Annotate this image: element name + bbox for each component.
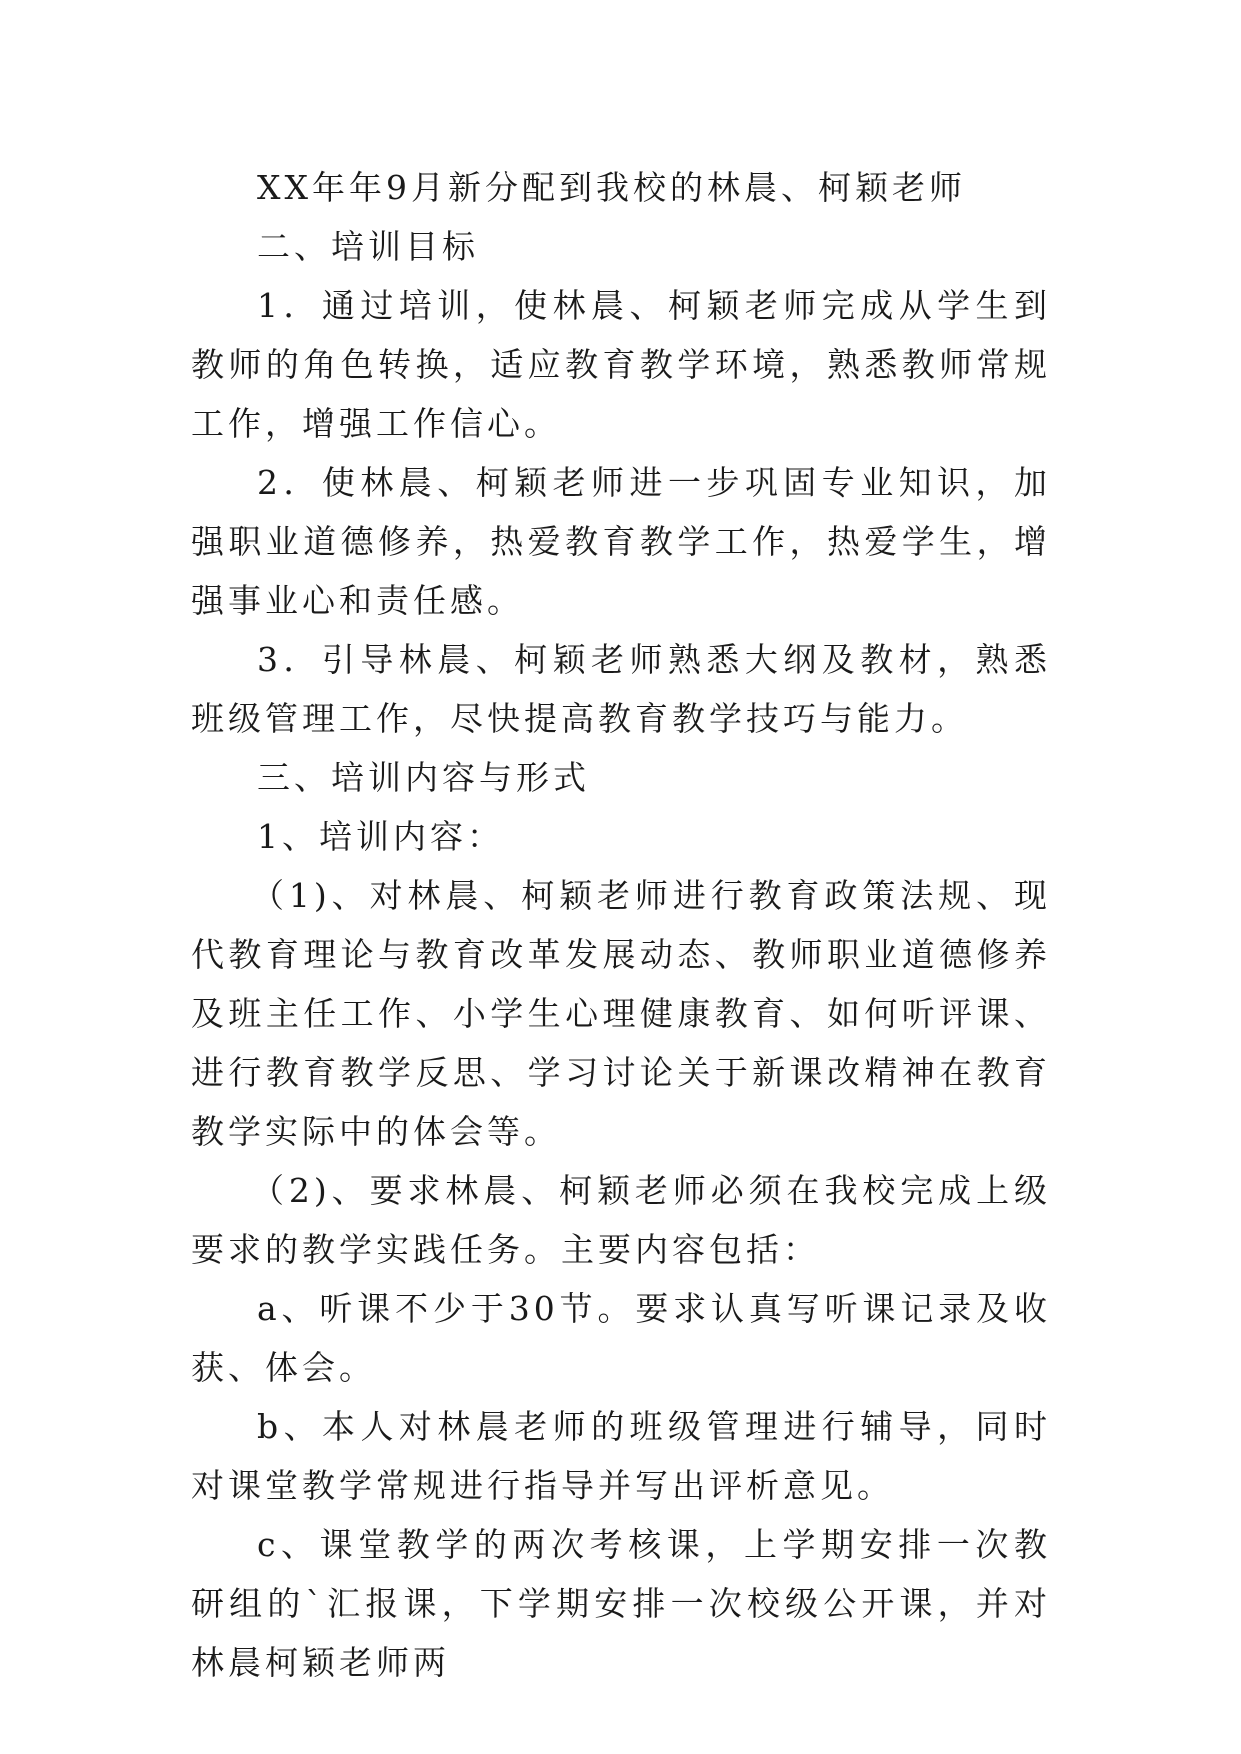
list-item-a: a、听课不少于30节。要求认真写听课记录及收获、体会。 — [191, 1289, 1051, 1387]
heading-training-goals: 二、培训目标 — [257, 227, 479, 266]
paragraph-goal-3: 3．引导林晨、柯颖老师熟悉大纲及教材，熟悉班级管理工作，尽快提高教育教学技巧与能力。 — [191, 640, 1051, 738]
paragraph-content-1: （1)、对林晨、柯颖老师进行教育政策法规、现代教育理论与教育改革发展动态、教师职业道德修养及班主任工作、小学生心理健康教育、如何听评课、进行教育教学反思、学习讨论关于新课改精神在教育教学实际中的体会等。 — [191, 876, 1051, 1151]
document-body — [191, 158, 1051, 1692]
paragraph-intro: XX年年9月新分配到我校的林晨、柯颖老师 — [257, 168, 966, 207]
list-item-b: b、本人对林晨老师的班级管理进行辅导，同时对课堂教学常规进行指导并写出评析意见。 — [191, 1407, 1051, 1505]
paragraph-goal-2: 2．使林晨、柯颖老师进一步巩固专业知识，加强职业道德修养，热爱教育教学工作，热爱学生，增强事业心和责任感。 — [191, 463, 1051, 620]
list-item-c: c、课堂教学的两次考核课，上学期安排一次教研组的`汇报课，下学期安排一次校级公开课，并对林晨柯颖老师两 — [191, 1525, 1051, 1682]
subheading-content: 1、培训内容： — [257, 817, 504, 856]
paragraph-goal-1: 1．通过培训，使林晨、柯颖老师完成从学生到教师的角色转换，适应教育教学环境，熟悉教师常规工作，增强工作信心。 — [191, 286, 1051, 443]
heading-training-content: 三、培训内容与形式 — [257, 758, 590, 797]
paragraph-content-2: （2)、要求林晨、柯颖老师必须在我校完成上级要求的教学实践任务。主要内容包括： — [191, 1171, 1051, 1269]
